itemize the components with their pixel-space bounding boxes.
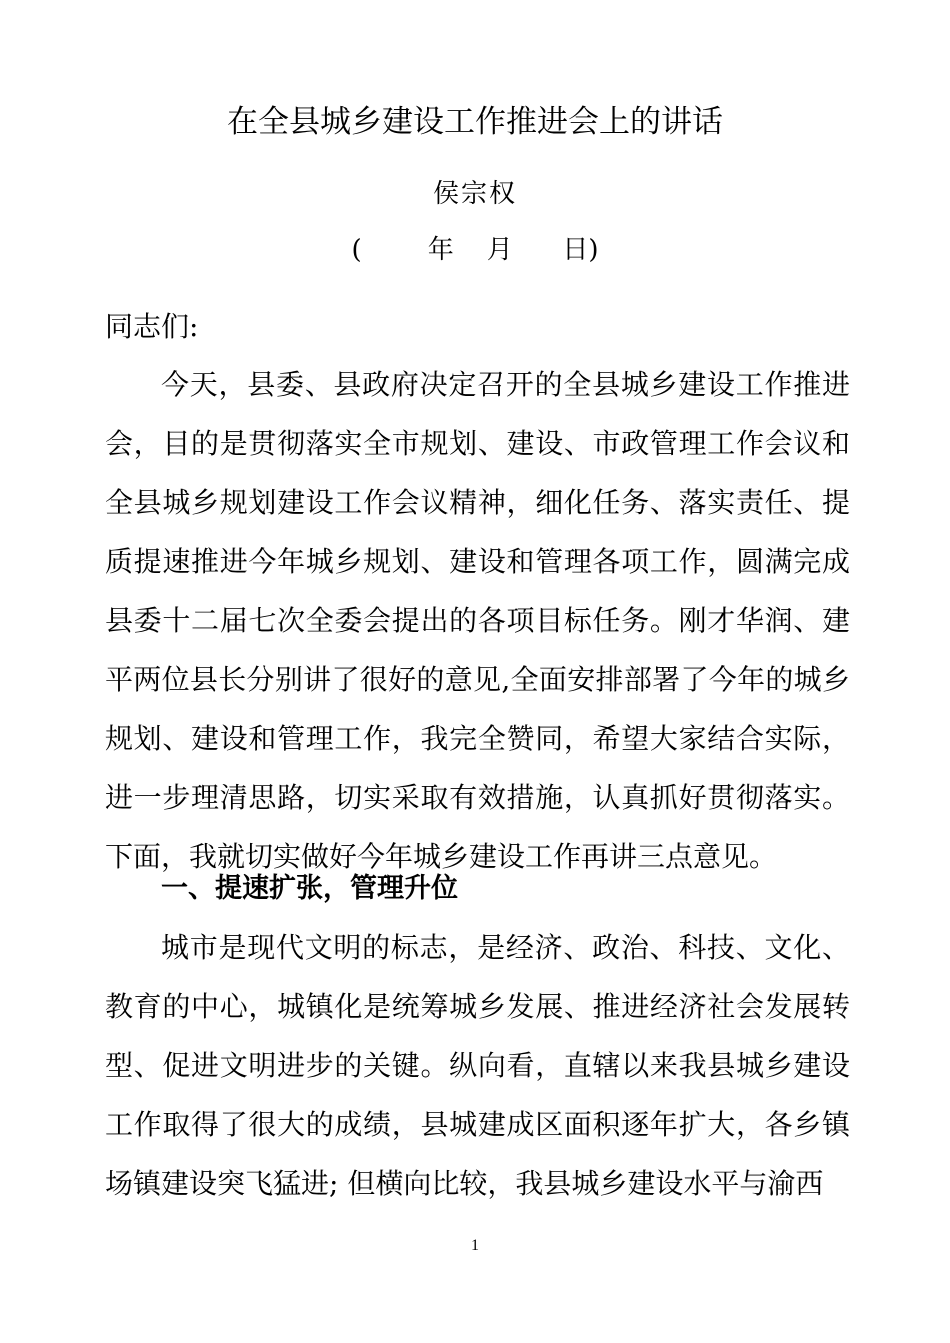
author-name: 侯宗权 — [432, 179, 517, 209]
document-title: 在全县城乡建设工作推进会上的讲话 — [227, 104, 723, 140]
date-line: ( 年 月 日) — [351, 235, 599, 265]
page-number: 1 — [471, 1237, 479, 1254]
paragraph-intro: 今天，县委、县政府决定召开的全县城乡建设工作推进会，目的是贯彻落实全市规划、建设、市政管理工作会议和全县城乡规划建设工作会议精神，细化任务、落实责任、提质提速推进今年城乡规划、建设和管理各项工作，圆满完成县委十二届七次全委会提出的各项目标任务。刚才华润、建平两位县长分别讲了很好的意见,全面安排部署了今年的城乡规划、建设和管理工作，我完全赞同，希望大家结合实际，进一步理清思路，切实采取有效措施，认真抓好贯彻落实。下面，我就切实做好今年城乡建设工作再讲三点意见。 — [105, 368, 850, 873]
section-heading: 一、提速扩张，管理升位 — [161, 873, 458, 904]
paragraph-section-one: 城市是现代文明的标志，是经济、政治、科技、文化、教育的中心，城镇化是统筹城乡发展、推进经济社会发展转型、促进文明进步的关键。纵向看，直辖以来我县城乡建设工作取得了很大的成绩，县城建成区面积逐年扩大，各乡镇场镇建设突飞猛进; 但横向比较，我县城乡建设水平与渝西 — [105, 931, 850, 1200]
salutation: 同志们: — [105, 310, 199, 343]
